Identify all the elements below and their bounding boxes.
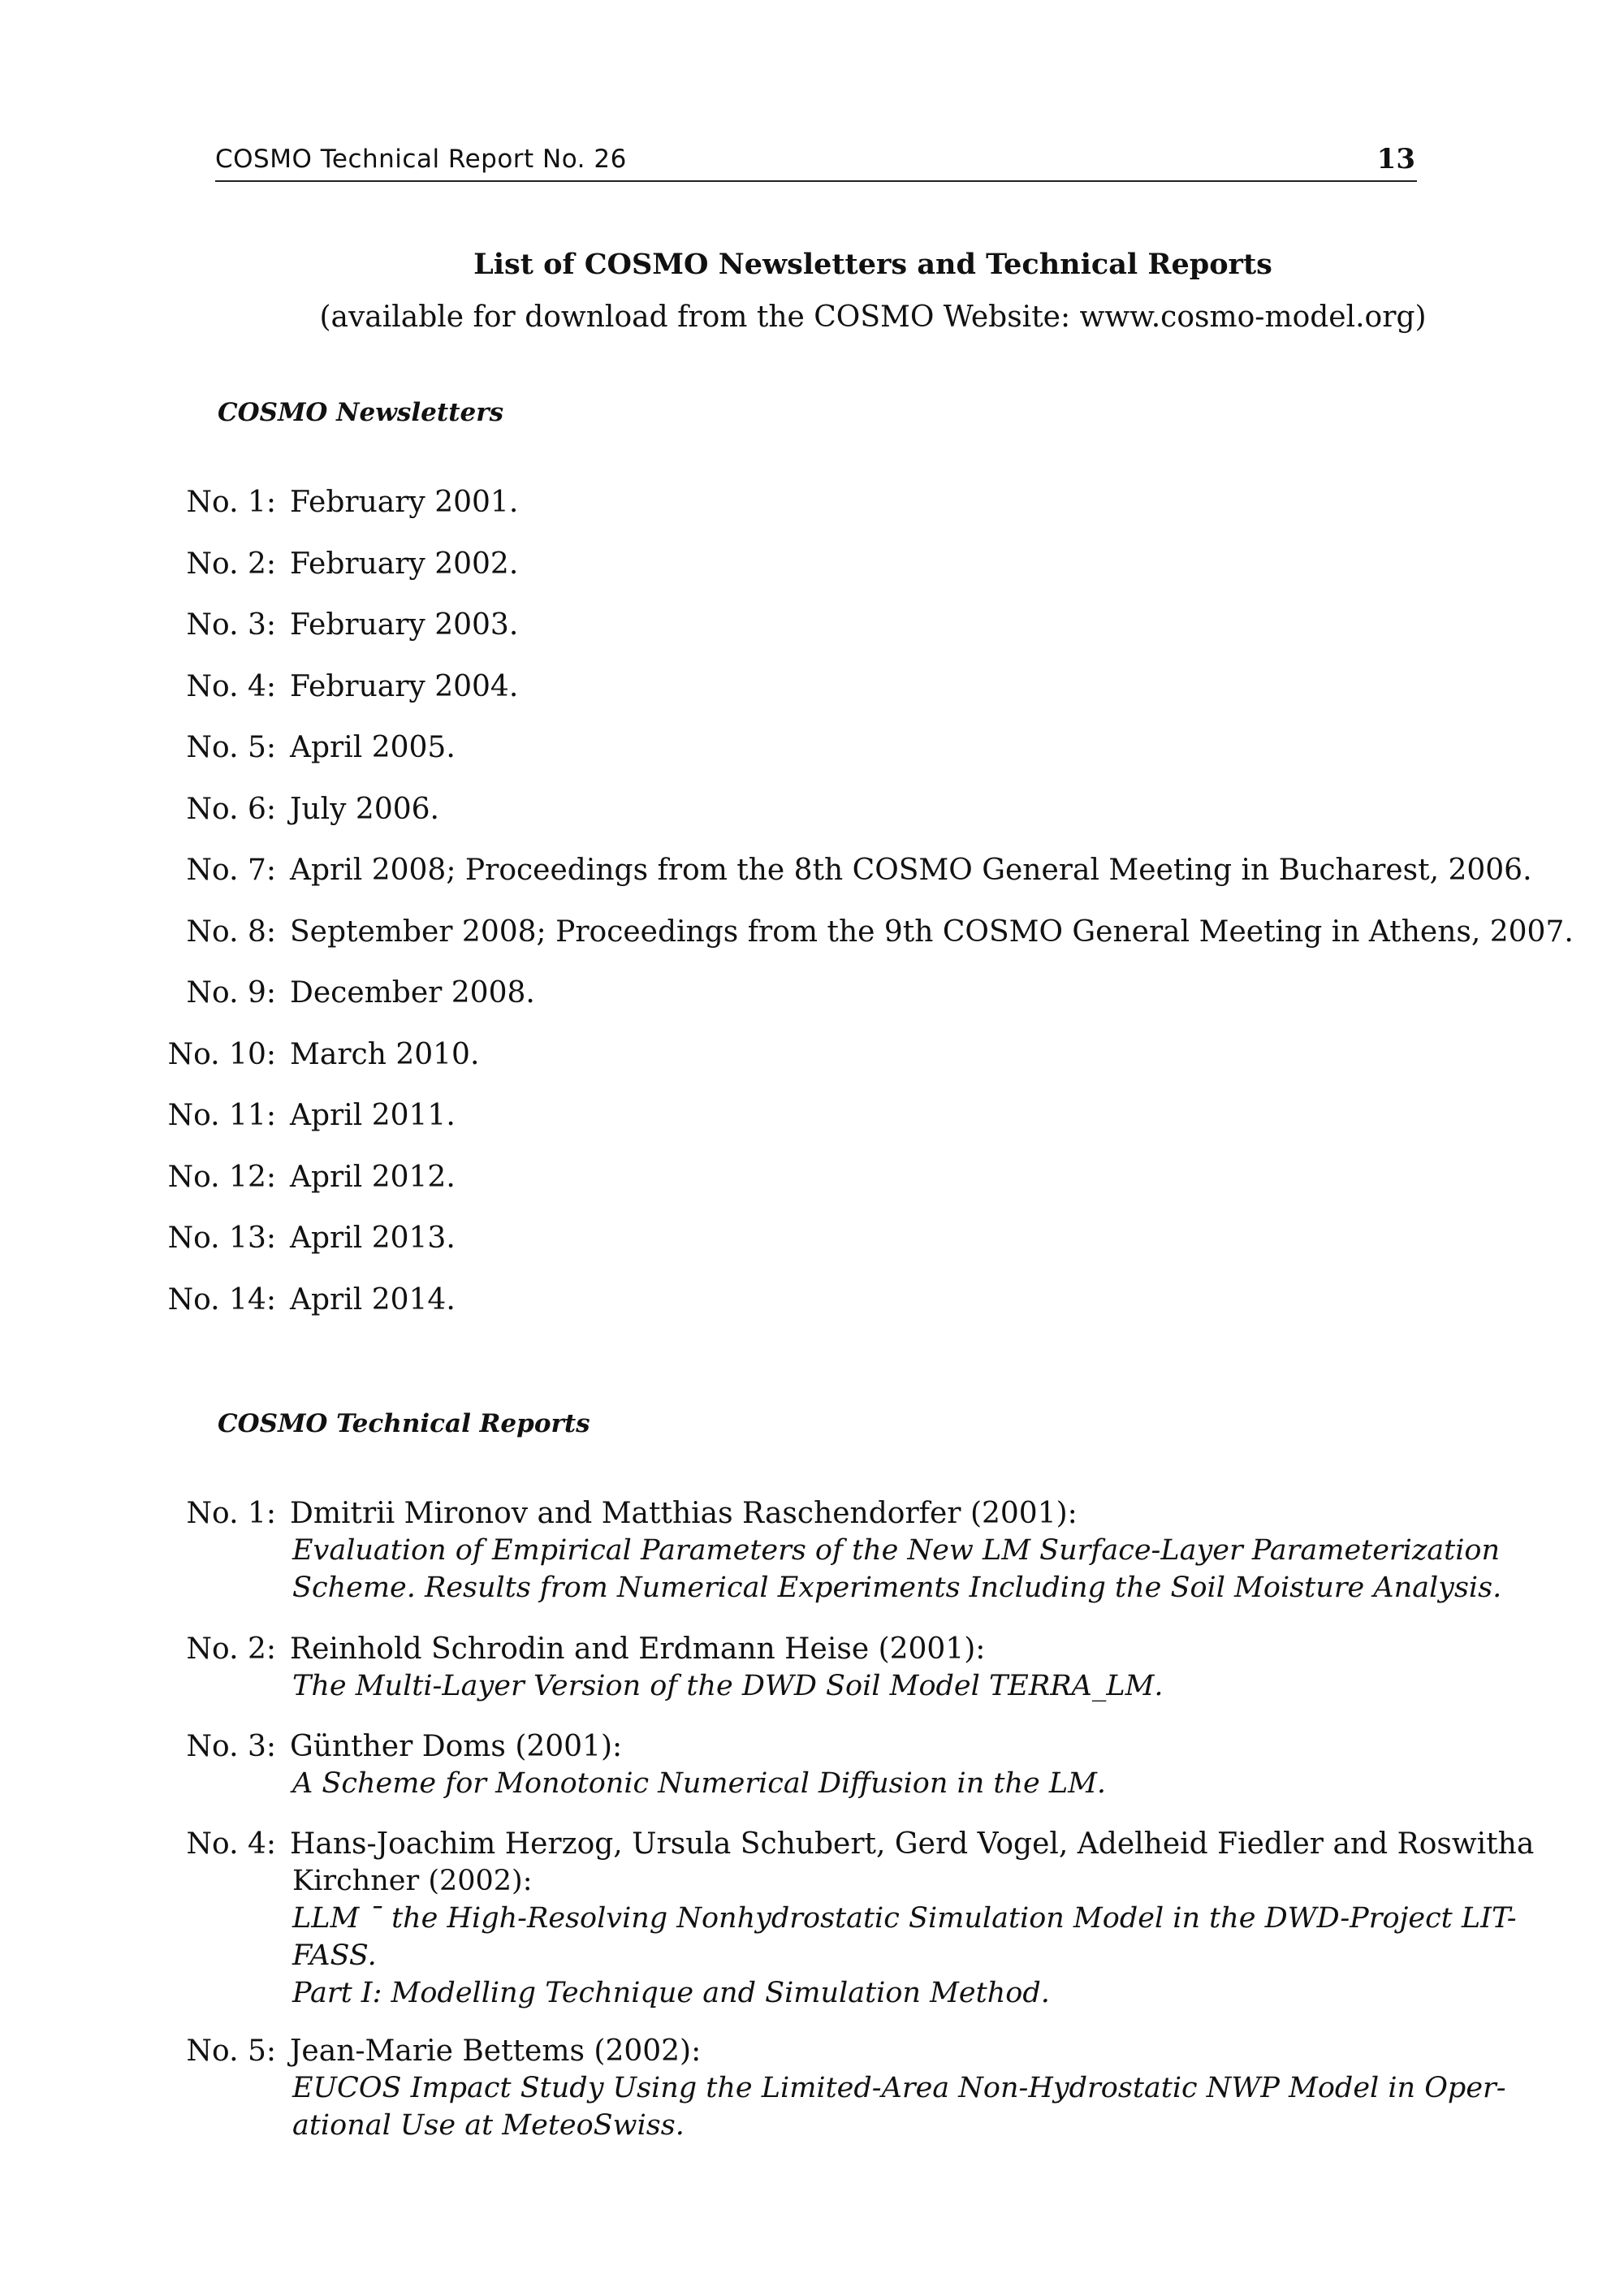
newsletters-heading: COSMO Newsletters (218, 398, 504, 427)
report-title-line: Scheme. Results from Numerical Experiments Including the Soil Moisture Analysis. (292, 1572, 1502, 1604)
newsletter-entry: December 2008. (290, 976, 535, 1010)
report-title-line: EUCOS Impact Study Using the Limited-Area Non-Hydrostatic NWP Model in Oper- (292, 2072, 1506, 2104)
report-title: COSMO Technical Report No. 26 (215, 145, 627, 174)
report-title-line: Part I: Modelling Technique and Simulation Method. (292, 1977, 1050, 2009)
newsletter-number: No. 13: (167, 1222, 276, 1255)
page-number: 13 (1376, 143, 1415, 175)
newsletter-entry: February 2004. (290, 670, 519, 703)
report-number: No. 1: (186, 1497, 276, 1530)
technical-reports-heading: COSMO Technical Reports (218, 1409, 590, 1438)
newsletter-number: No. 3: (186, 608, 276, 642)
newsletter-entry: February 2003. (290, 608, 519, 642)
report-authors: Hans-Joachim Herzog, Ursula Schubert, Gerd Vogel, Adelheid Fiedler and Roswitha (290, 1827, 1535, 1861)
report-number: No. 2: (186, 1632, 276, 1666)
report-title-line: A Scheme for Monotonic Numerical Diffusion in the LM. (292, 1767, 1107, 1800)
newsletter-number: No. 4: (186, 670, 276, 703)
newsletter-number: No. 9: (186, 976, 276, 1010)
newsletter-number: No. 8: (186, 915, 276, 949)
newsletter-number: No. 6: (186, 793, 276, 826)
newsletter-entry: March 2010. (290, 1038, 480, 1071)
newsletter-entry: April 2012. (290, 1161, 456, 1194)
report-number: No. 3: (186, 1730, 276, 1763)
report-author-line: Kirchner (2002): (292, 1865, 533, 1897)
newsletter-entry: September 2008; Proceedings from the 9th COSMO General Meeting in Athens, 2007. (290, 915, 1574, 949)
newsletter-number: No. 12: (167, 1161, 276, 1194)
newsletter-entry: April 2013. (290, 1222, 456, 1255)
newsletter-entry: April 2008; Proceedings from the 8th COSMO General Meeting in Bucharest, 2006. (290, 854, 1532, 887)
report-number: No. 5: (186, 2034, 276, 2068)
newsletter-entry: February 2002. (290, 547, 519, 581)
report-title-line: LLM ¯ the High-Resolving Nonhydrostatic Simulation Model in the DWD-Project LIT- (292, 1902, 1517, 1935)
newsletter-number: No. 1: (186, 486, 276, 519)
report-authors: Jean-Marie Bettems (2002): (290, 2034, 702, 2068)
newsletter-number: No. 14: (167, 1283, 276, 1317)
page-title: List of COSMO Newsletters and Technical Reports (473, 248, 1272, 281)
newsletter-number: No. 11: (167, 1099, 276, 1132)
newsletter-entry: February 2001. (290, 486, 519, 519)
report-authors: Günther Doms (2001): (290, 1730, 623, 1763)
report-authors: Dmitrii Mironov and Matthias Raschendorfer (2001): (290, 1497, 1078, 1530)
newsletter-number: No. 10: (167, 1038, 276, 1071)
report-title-line: The Multi-Layer Version of the DWD Soil Model TERRA_LM. (292, 1670, 1164, 1702)
report-authors: Reinhold Schrodin and Erdmann Heise (2001): (290, 1632, 986, 1666)
report-number: No. 4: (186, 1827, 276, 1861)
newsletter-entry: April 2011. (290, 1099, 456, 1132)
report-title-line: Evaluation of Empirical Parameters of the New LM Surface-Layer Parameterization (292, 1534, 1501, 1567)
report-title-line: ational Use at MeteoSwiss. (292, 2109, 685, 2142)
newsletter-entry: July 2006. (290, 793, 439, 826)
newsletter-entry: April 2014. (290, 1283, 456, 1317)
newsletter-number: No. 2: (186, 547, 276, 581)
page-subtitle: (available for download from the COSMO Website: www.cosmo-model.org) (319, 301, 1427, 334)
newsletter-number: No. 7: (186, 854, 276, 887)
newsletter-number: No. 5: (186, 731, 276, 764)
report-title-line: FASS. (292, 1939, 377, 1972)
running-header (215, 140, 1417, 182)
newsletter-entry: April 2005. (290, 731, 456, 764)
